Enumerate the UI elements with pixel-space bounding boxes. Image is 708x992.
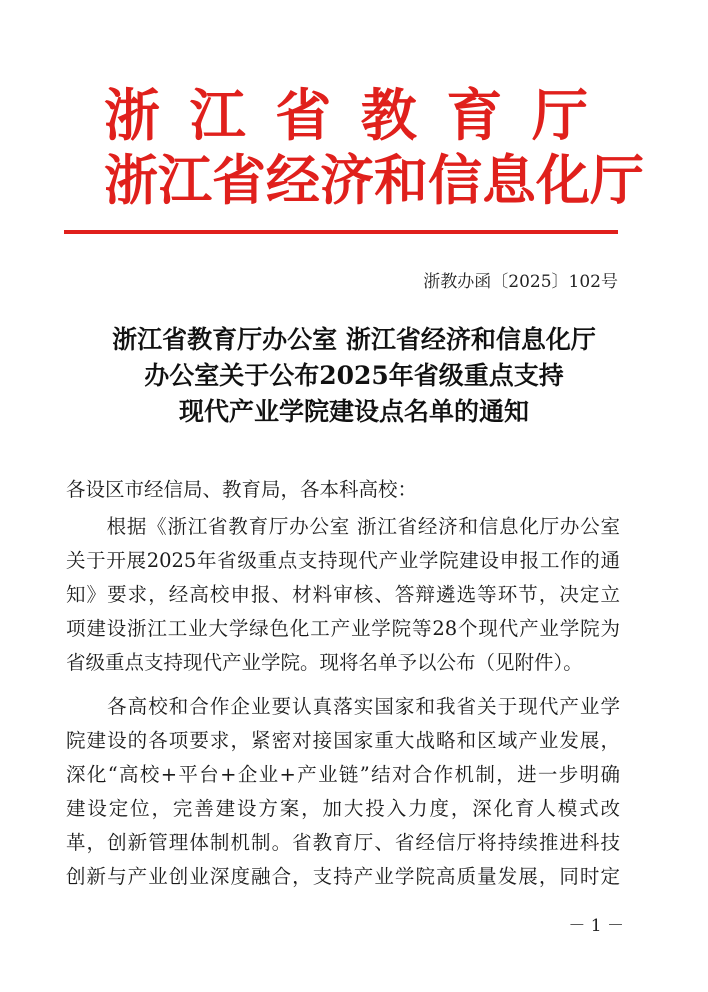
title-line: 办公室关于公布2025年省级重点支持 bbox=[144, 361, 564, 390]
issuer-education-department bbox=[104, 83, 588, 149]
issuer-char: 厅 bbox=[531, 83, 588, 149]
issuer-char: 教 bbox=[360, 83, 417, 149]
text-line: 深化“高校+平台+企业+产业链”结对合作机制，进一步明确 bbox=[66, 763, 620, 786]
document-title bbox=[60, 322, 648, 430]
document-number: 浙教办函〔2025〕102号 bbox=[423, 272, 618, 292]
paragraph-1 bbox=[66, 510, 620, 680]
issuer-char: 省 bbox=[275, 83, 332, 149]
text-line: 各高校和合作企业要认真落实国家和我省关于现代产业学 bbox=[66, 695, 620, 718]
text-line: 创新与产业创业深度融合，支持产业学院高质量发展，同时定 bbox=[66, 865, 620, 888]
text-line: 省级重点支持现代产业学院。现将名单予以公布（见附件）。 bbox=[66, 651, 583, 674]
issuer-char: 江 bbox=[189, 83, 246, 149]
paragraph-2 bbox=[66, 690, 620, 894]
text-line: 革，创新管理体制机制。省教育厅、省经信厅将持续推进科技 bbox=[66, 831, 620, 854]
issuer-char: 浙 bbox=[104, 83, 160, 149]
title-line: 现代产业学院建设点名单的通知 bbox=[178, 397, 529, 426]
issuer-char: 育 bbox=[446, 83, 503, 149]
salutation: 各设区市经信局、教育局，各本科高校： bbox=[66, 478, 418, 501]
text-line: 建设定位，完善建设方案，加大投入力度，深化育人模式改 bbox=[66, 797, 620, 820]
text-line: 项建设浙江工业大学绿色化工产业学院等28个现代产业学院为 bbox=[66, 617, 620, 640]
text-line: 关于开展2025年省级重点支持现代产业学院建设申报工作的通 bbox=[66, 549, 620, 572]
issuer-economy-department: 浙江省经济和信息化厅 bbox=[104, 148, 644, 212]
text-line: 知》要求，经高校申报、材料审核、答辩遴选等环节，决定立 bbox=[66, 583, 620, 606]
page-number: － 1 － bbox=[568, 916, 624, 936]
text-line: 院建设的各项要求，紧密对接国家重大战略和区域产业发展， bbox=[66, 729, 620, 752]
text-line: 根据《浙江省教育厅办公室 浙江省经济和信息化厅办公室 bbox=[66, 515, 620, 538]
title-line: 浙江省教育厅办公室 浙江省经济和信息化厅 bbox=[112, 325, 596, 354]
header-red-rule bbox=[64, 230, 618, 234]
